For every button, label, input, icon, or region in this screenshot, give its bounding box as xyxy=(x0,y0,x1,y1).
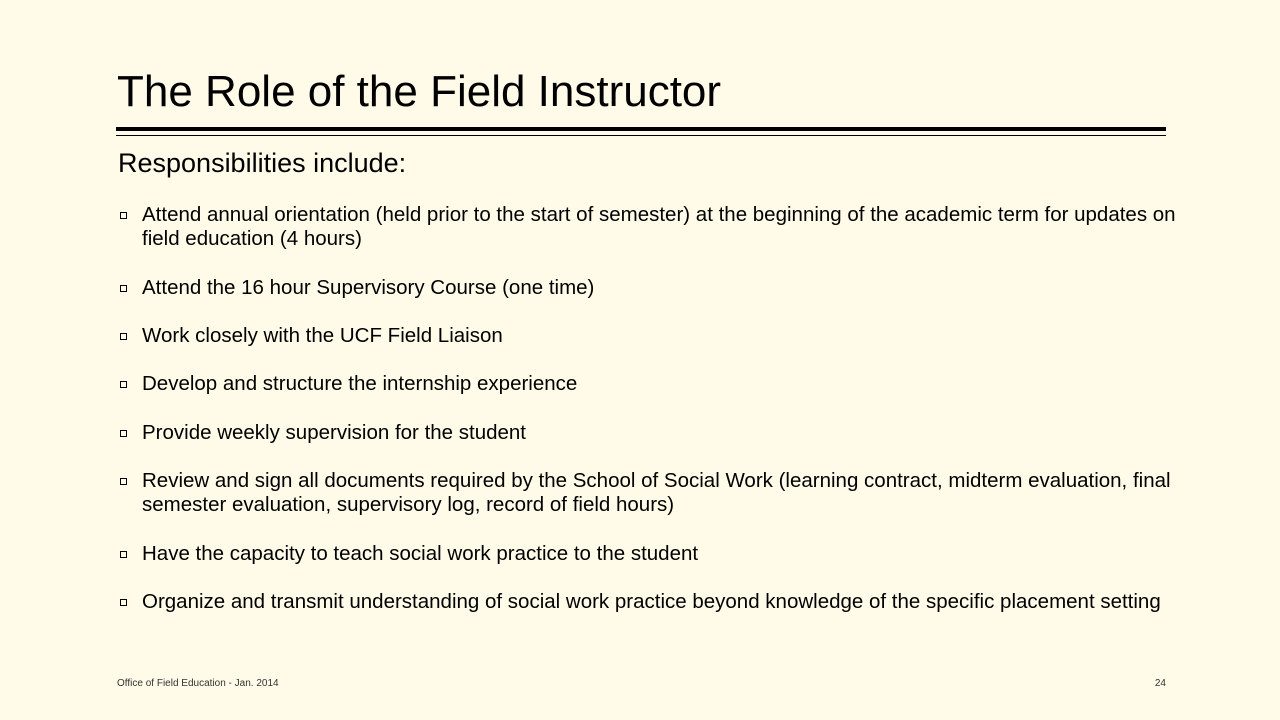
square-bullet-icon xyxy=(120,599,127,606)
list-item xyxy=(118,203,1178,251)
title-divider-thin xyxy=(116,135,1166,136)
footer-text: Office of Field Education - Jan. 2014 xyxy=(117,678,279,689)
list-item xyxy=(118,590,1178,614)
slide-title: The Role of the Field Instructor xyxy=(117,67,722,116)
square-bullet-icon xyxy=(120,285,127,292)
list-item-text: Develop and structure the internship experience xyxy=(142,372,578,395)
square-bullet-icon xyxy=(120,478,127,485)
square-bullet-icon xyxy=(120,333,127,340)
square-bullet-icon xyxy=(120,212,127,219)
list-item xyxy=(118,469,1178,517)
list-item-text: Attend annual orientation (held prior to the start of semester) at the beginning of the academic term for updates on field education (4 hours) xyxy=(142,203,1176,250)
list-item xyxy=(118,276,1178,300)
list-item-text: Attend the 16 hour Supervisory Course (one time) xyxy=(142,276,595,299)
list-item-text: Provide weekly supervision for the student xyxy=(142,421,527,444)
square-bullet-icon xyxy=(120,381,127,388)
list-item xyxy=(118,372,1178,396)
list-item-text: Work closely with the UCF Field Liaison xyxy=(142,324,503,347)
list-item xyxy=(118,324,1178,348)
square-bullet-icon xyxy=(120,551,127,558)
list-item-text: Have the capacity to teach social work practice to the student xyxy=(142,542,699,565)
list-item xyxy=(118,542,1178,566)
title-divider-thick xyxy=(116,127,1166,131)
slide-subtitle: Responsibilities include: xyxy=(118,148,407,178)
list-item xyxy=(118,421,1178,445)
list-item-text: Review and sign all documents required by the School of Social Work (learning contract, midterm evaluation, final semester evaluation, supervisory log, record of field hours) xyxy=(142,469,1171,516)
square-bullet-icon xyxy=(120,430,127,437)
list-item-text: Organize and transmit understanding of social work practice beyond knowledge of the specific placement setting xyxy=(142,590,1161,613)
page-number: 24 xyxy=(1154,678,1166,689)
